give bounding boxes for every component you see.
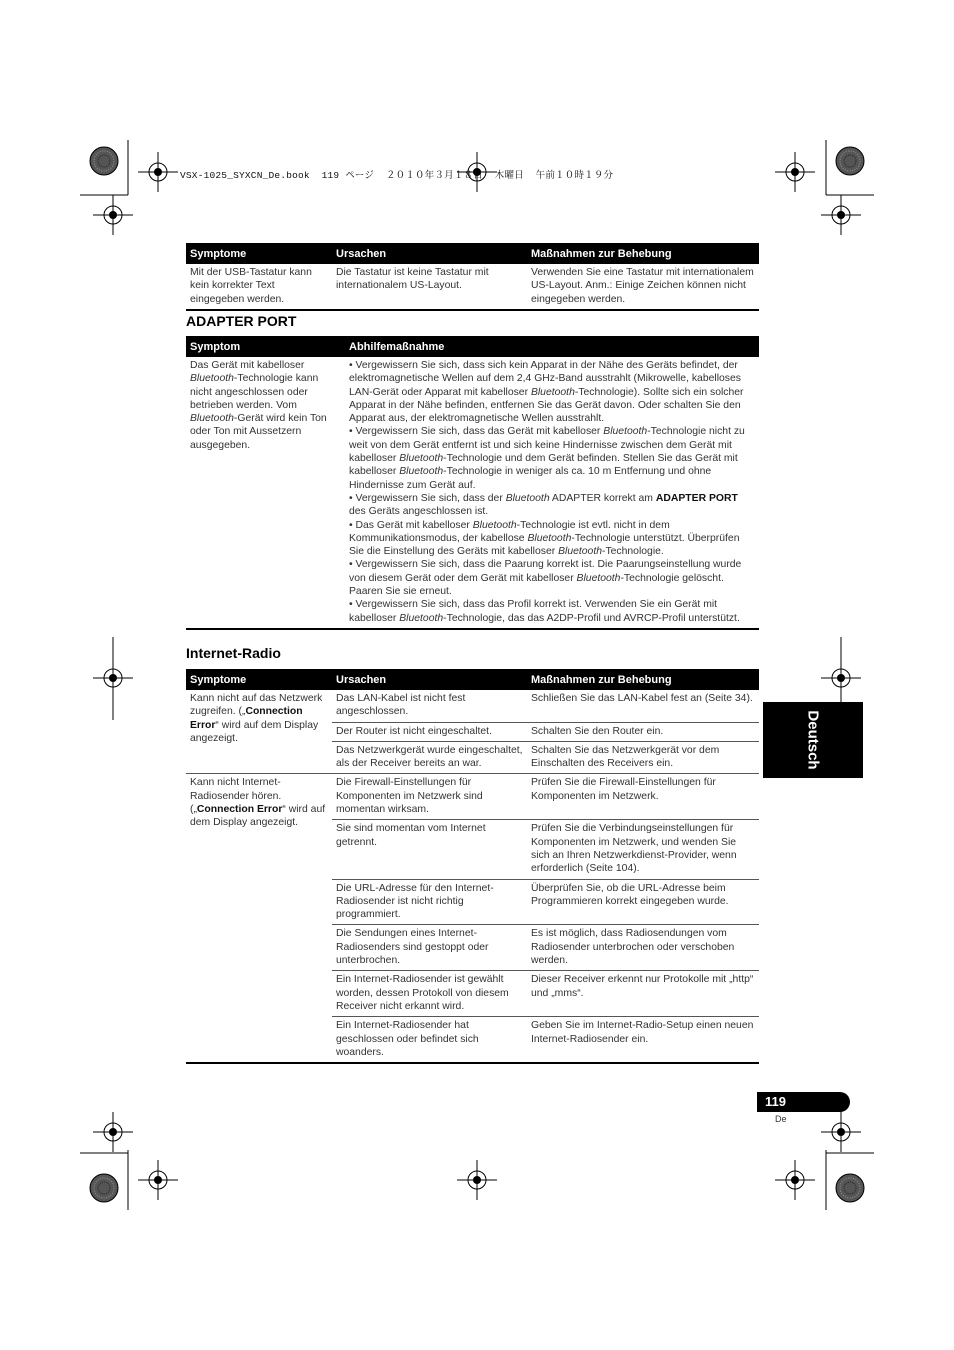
section-title: ADAPTER PORT [186, 313, 297, 329]
table-header [186, 243, 759, 264]
column-header: Symptom [186, 336, 345, 357]
symptom-cell: Kann nicht auf das Netzwerk zugreifen. („Connection Error“ wird auf dem Display angezeigt. [186, 690, 332, 774]
column-header: Maßnahmen zur Behebung [527, 669, 759, 690]
column-header: Ursachen [332, 243, 527, 264]
symptom-cell: Das Gerät mit kabelloser Bluetooth-Technologie kann nicht angeschlossen oder betrieben werden. Vom Bluetooth-Gerät wird kein Ton oder Ton mit Aussetzern ausgegeben. [190, 360, 327, 451]
print-file-info: VSX-1025_SYXCN_De.book 119 ページ ２０１０年３月１８日 木曜日 午前１０時１９分 [180, 170, 614, 181]
usb-table [186, 243, 759, 311]
table-row [186, 774, 759, 820]
column-header: Ursachen [332, 669, 527, 690]
remedy-item: • Vergewissern Sie sich, dass das Gerät mit kabelloser Bluetooth-Technologie nicht zu weit von dem Gerät entfernt ist und sich keine Hindernisse zwischen dem Gerät mit kabelloser Bluetooth-Technologie und dem Gerät befinden. Stellen Sie das Gerät mit kabelloser Bluetooth-Technologie in weniger als ca. 10 m Entfernung und ohne Hindernisse zum Gerät auf. [349, 426, 745, 491]
remedy-cell: Schalten Sie den Router ein. [527, 722, 759, 741]
cause-cell: Sie sind momentan vom Internet getrennt. [332, 820, 527, 879]
language-side-tab [763, 702, 863, 778]
internet-radio-section [186, 645, 759, 1064]
table-header [186, 336, 759, 357]
cause-cell: Die Firewall-Einstellungen für Komponenten im Netzwerk sind momentan wirksam. [332, 774, 527, 820]
remedy-cell: Prüfen Sie die Firewall-Einstellungen für Komponenten im Netzwerk. [527, 774, 759, 820]
remedy-cell: Schließen Sie das LAN-Kabel fest an (Seite 34). [527, 690, 759, 722]
page-number: 119 [765, 1094, 786, 1109]
table-row [186, 264, 759, 310]
cause-cell: Der Router ist nicht eingeschaltet. [332, 722, 527, 741]
remedy-cell: Geben Sie im Internet-Radio-Setup einen neuen Internet-Radiosender ein. [527, 1017, 759, 1063]
cause-cell: Das Netzwerkgerät wurde eingeschaltet, als der Receiver bereits an war. [332, 741, 527, 774]
side-tab-label: Deutsch [804, 710, 822, 770]
usb-section [186, 243, 759, 311]
cause-cell: Die Sendungen eines Internet-Radiosenders sind gestoppt oder unterbrochen. [332, 925, 527, 971]
column-header: Symptome [186, 669, 332, 690]
remedy-item: • Das Gerät mit kabelloser Bluetooth-Technologie ist evtl. nicht in dem Kommunikationsmodus, der kabellose Bluetooth-Technologie unterstützt. Überprüfen Sie die Einstellung des Geräts mit kabelloser Bluetooth-Technologie. [349, 519, 740, 558]
page-number-badge [757, 1092, 850, 1112]
adapter-table [186, 336, 759, 630]
cause-cell: Die URL-Adresse für den Internet-Radiosender ist nicht richtig programmiert. [332, 879, 527, 925]
column-header: Maßnahmen zur Behebung [527, 243, 759, 264]
cause-cell: Ein Internet-Radiosender hat geschlossen oder befindet sich woanders. [332, 1017, 527, 1063]
remedy-item: • Vergewissern Sie sich, dass das Profil korrekt ist. Verwenden Sie ein Gerät mit kabelloser Bluetooth-Technologie, das das A2DP-Profil und AVRCP-Profil unterstützt. [349, 599, 740, 624]
internet-radio-table [186, 669, 759, 1064]
section-title: Internet-Radio [186, 645, 281, 661]
remedy-cell: Dieser Receiver erkennt nur Protokolle mit „http“ und „mms“. [527, 971, 759, 1017]
remedy-cell: Prüfen Sie die Verbindungseinstellungen für Komponenten im Netzwerk, und wenden Sie sich an Ihren Netzwerkdienst-Provider, wenn erforderlich (Seite 104). [527, 820, 759, 879]
column-header: Abhilfemaßnahme [345, 336, 759, 357]
remedy-item: • Vergewissern Sie sich, dass sich kein Apparat in der Nähe des Geräts befindet, der elektromagnetische Wellen auf dem 2,4 GHz-Band ausstrahlt (Mikrowelle, kabelloses LAN-Gerät oder Apparat mit kabelloser Bluetooth-Technologie). Sollte sich ein solcher Apparat in der Nähe befinden, entfernen Sie das Gerät davon. Oder schalten Sie den Apparat aus, der elektromagnetische Wellen ausstrahlt. [349, 360, 744, 425]
column-header: Symptome [186, 243, 332, 264]
table-header [186, 669, 759, 690]
adapter-port-section [186, 313, 759, 630]
remedy-cell: Schalten Sie das Netzwerkgerät vor dem Einschalten des Receivers ein. [527, 741, 759, 774]
cause-cell: Das LAN-Kabel ist nicht fest angeschlossen. [332, 690, 527, 722]
symptom-cell: Mit der USB-Tastatur kann kein korrekter Text eingegeben werden. [190, 267, 312, 305]
cause-cell: Die Tastatur ist keine Tastatur mit internationalem US-Layout. [336, 267, 489, 292]
page-language: De [775, 1114, 787, 1124]
cause-cell: Ein Internet-Radiosender ist gewählt worden, dessen Protokoll von diesem Receiver nicht erkannt wird. [332, 971, 527, 1017]
remedy-item: • Vergewissern Sie sich, dass die Paarung korrekt ist. Die Paarungseinstellung wurde von diesem Gerät oder dem Gerät mit kabelloser Bluetooth-Technologie gelöscht. Paaren Sie sie erneut. [349, 559, 742, 598]
remedy-item: • Vergewissern Sie sich, dass der Bluetooth ADAPTER korrekt am ADAPTER PORT des Geräts angeschlossen ist. [349, 492, 738, 518]
remedy-cell: Überprüfen Sie, ob die URL-Adresse beim Programmieren korrekt eingegeben wurde. [527, 879, 759, 925]
remedy-cell: Es ist möglich, dass Radiosendungen vom Radiosender unterbrochen oder verschoben werden. [527, 925, 759, 971]
table-row [186, 357, 759, 629]
table-row [186, 690, 759, 722]
remedy-cell: Verwenden Sie eine Tastatur mit internationalem US-Layout. Anm.: Einige Zeichen können nicht eingegeben werden. [531, 267, 754, 305]
remedy-cell [345, 357, 759, 629]
symptom-cell: Kann nicht Internet-Radiosender hören. („Connection Error“ wird auf dem Display angezeigt. [186, 774, 332, 1063]
